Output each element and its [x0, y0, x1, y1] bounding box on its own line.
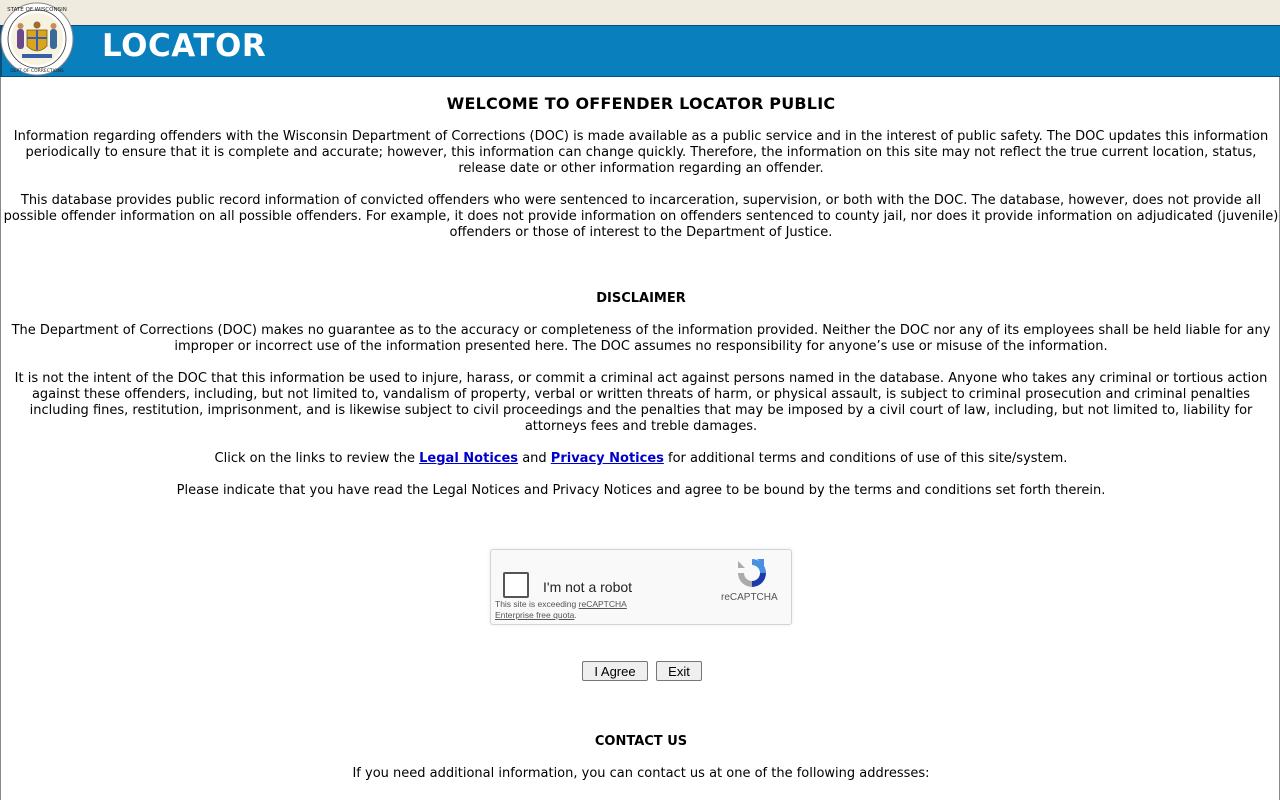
links-suffix-text: for additional terms and conditions of use of this site/system.: [668, 451, 1068, 466]
exit-button[interactable]: Exit: [656, 661, 702, 681]
recaptcha-checkbox[interactable]: [503, 572, 529, 598]
recaptcha-brand: reCAPTCHA: [721, 592, 778, 603]
quota-link-recaptcha[interactable]: reCAPTCHA: [578, 599, 627, 609]
links-prefix-text: Click on the links to review the: [214, 451, 415, 466]
quota-prefix: This site is exceeding: [495, 599, 577, 609]
site-header: [0, 25, 1280, 77]
agreement-instruction: Please indicate that you have read the Legal Notices and Privacy Notices and agree to be bound by the terms and conditions set forth therein.: [176, 483, 1106, 498]
svg-text:STATE OF WISCONSIN: STATE OF WISCONSIN: [7, 7, 67, 13]
doc-seal-logo: [0, 2, 74, 76]
contact-title: CONTACT US: [594, 734, 688, 749]
browser-top-strip: [0, 0, 1280, 25]
privacy-notices-link[interactable]: Privacy Notices: [550, 451, 664, 466]
svg-text:DEPT OF CORRECTIONS: DEPT OF CORRECTIONS: [10, 69, 64, 74]
links-and-text: and: [522, 451, 547, 466]
disclaimer-title: DISCLAIMER: [596, 291, 686, 306]
welcome-paragraph-1: Information regarding offenders with the Wisconsin Department of Corrections (DOC) is made available as a public service and in the interest of public safety. The DOC updates this information periodically to ensure that it is complete and accurate; however, this information can change quickly. Therefore, the information on this site may not reflect the true current location, status, release date or other information regarding an offender.: [13, 129, 1269, 176]
disclaimer-paragraph-2: It is not the intent of the DOC that this information be used to injure, harass, or commit a criminal act against persons named in the database. Anyone who takes any criminal or tortious action against these offenders, including, but not limited to, vandalism of property, verbal or written threats of harm, or physical assault, is subject to criminal prosecution and criminal penalties including fines, restitution, imprisonment, and is likewise subject to civil proceedings and the penalties that may be imposed by a civil court of law, including, but not limited to, liability for attorneys fees and treble damages.: [14, 371, 1268, 434]
recaptcha-widget: [490, 549, 792, 625]
recaptcha-logo-icon: [735, 556, 769, 590]
quota-link-enterprise[interactable]: Enterprise free quota: [495, 610, 575, 620]
welcome-paragraph-2: This database provides public record information of convicted offenders who were sentenced to incarceration, supervision, or both with the DOC. The database, however, does not provide all possible offender information on all possible offenders. For example, it does not provide information on offenders sentenced to county jail, nor does it provide information on adjudicated (juvenile) offenders or those of interest to the Department of Justice.: [3, 193, 1279, 240]
legal-notices-link[interactable]: Legal Notices: [419, 451, 519, 466]
welcome-title: WELCOME TO OFFENDER LOCATOR PUBLIC: [446, 94, 836, 113]
quota-suffix: .: [574, 610, 577, 620]
notice-links-line: [1, 451, 1280, 467]
recaptcha-label: I'm not a robot: [543, 579, 633, 595]
contact-text: If you need additional information, you can contact us at one of the following addresses:: [352, 766, 930, 781]
i-agree-button[interactable]: I Agree: [582, 661, 648, 681]
header-title: LOCATOR: [102, 28, 267, 64]
disclaimer-paragraph-1: The Department of Corrections (DOC) makes no guarantee as to the accuracy or completeness of the information provided. Neither the DOC nor any of its employees shall be held liable for any improper or incorrect use of the information presented here. The DOC assumes no responsibility for anyone’s use or misuse of the information.: [11, 323, 1271, 354]
recaptcha-quota-notice: [495, 599, 627, 621]
page-frame: [0, 77, 1280, 800]
